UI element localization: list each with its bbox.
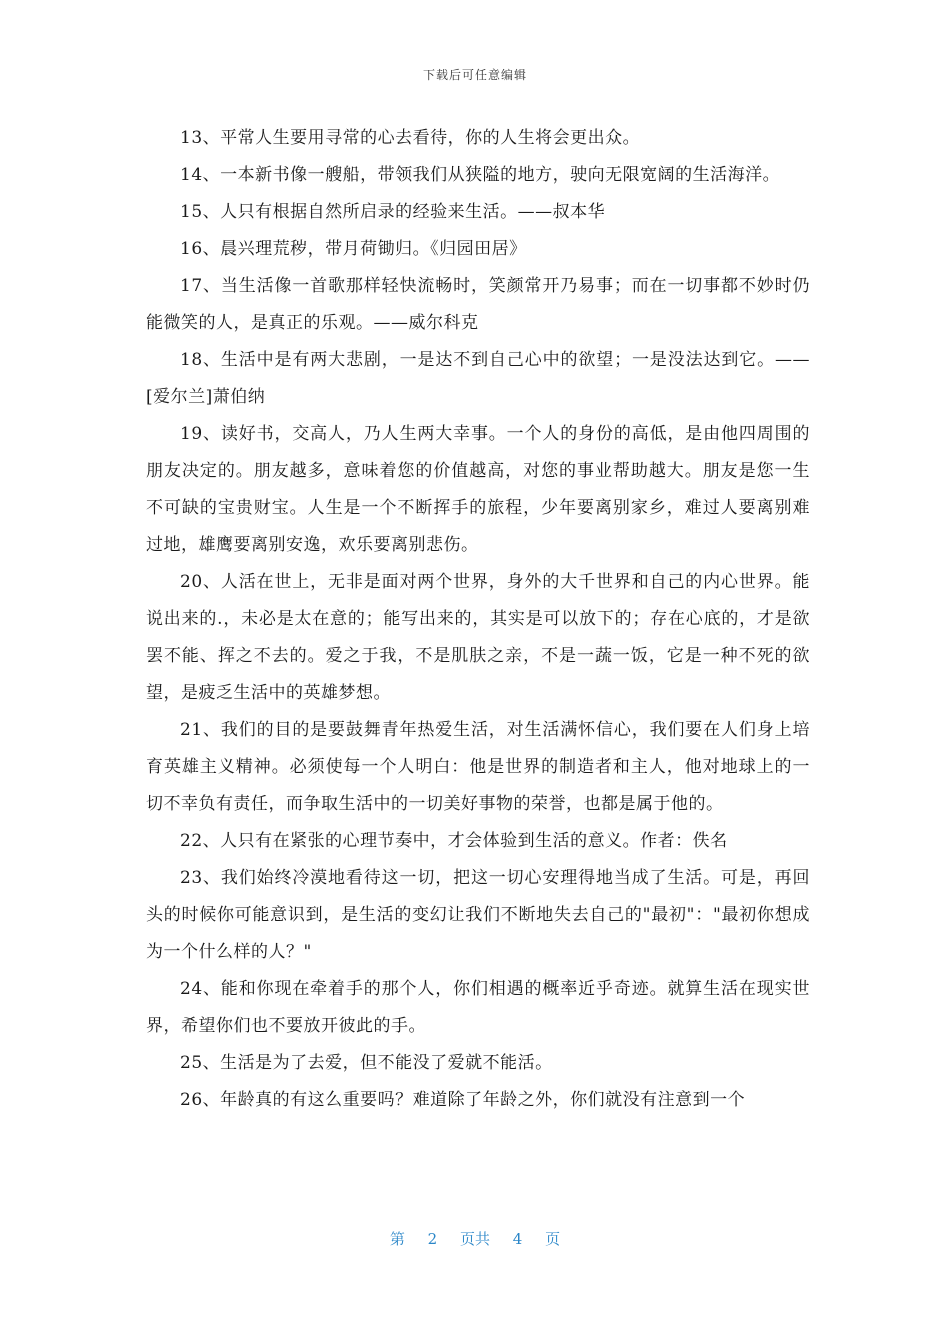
paragraph-22: 22、人只有在紧张的心理节奏中，才会体验到生活的意义。作者：佚名 [180, 831, 728, 851]
paragraph-20: 20、人活在世上，无非是面对两个世界，身外的大千世界和自己的内心世界。能说出来的.，未必是太在意的；能写出来的，其实是可以放下的；存在心底的，才是欲罢不能、挥之不去的。爱之于我，不是肌肤之亲，不是一蔬一饭，它是一种不死的欲望，是疲乏生活中的英雄梦想。 [146, 572, 810, 703]
paragraph-18: 18、生活中是有两大悲剧，一是达不到自己心中的欲望；一是没法达到它。——[爱尔兰]萧伯纳 [146, 350, 810, 407]
paragraph-21: 21、我们的目的是要鼓舞青年热爱生活，对生活满怀信心，我们要在人们身上培育英雄主义精神。必须使每一个人明白：他是世界的制造者和主人，他对地球上的一切不幸负有责任，而争取生活中的一切美好事物的荣誉，也都是属于他的。 [146, 720, 810, 814]
paragraph-14: 14、一本新书像一艘船，带领我们从狭隘的地方，驶向无限宽阔的生活海洋。 [180, 165, 781, 185]
paragraph-15: 15、人只有根据自然所启录的经验来生活。——叔本华 [180, 202, 606, 222]
paragraph-24: 24、能和你现在牵着手的那个人，你们相遇的概率近乎奇迹。就算生活在现实世界，希望你们也不要放开彼此的手。 [146, 979, 810, 1036]
paragraph-17: 17、当生活像一首歌那样轻快流畅时，笑颜常开乃易事；而在一切事都不妙时仍能微笑的人，是真正的乐观。——威尔科克 [146, 276, 810, 333]
footer-total-pages: 4 [512, 1230, 523, 1248]
document-body [146, 120, 810, 1119]
paragraph-13: 13、平常人生要用寻常的心去看待，你的人生将会更出众。 [180, 128, 641, 148]
footer-page-number: 2 [427, 1230, 438, 1248]
page-footer [0, 1228, 950, 1249]
footer-prefix: 第 [389, 1230, 405, 1248]
paragraph-19: 19、读好书，交高人，乃人生两大幸事。一个人的身份的高低，是由他四周围的朋友决定的。朋友越多，意味着您的价值越高，对您的事业帮助越大。朋友是您一生不可缺的宝贵财宝。人生是一个不断挥手的旅程，少年要离别家乡，难过人要离别难过地，雄鹰要离别安逸，欢乐要离别悲伤。 [146, 424, 810, 555]
paragraph-25: 25、生活是为了去爱，但不能没了爱就不能活。 [180, 1053, 553, 1073]
paragraph-26: 26、年龄真的有这么重要吗？难道除了年龄之外，你们就没有注意到一个 [180, 1090, 746, 1110]
footer-suffix: 页 [545, 1230, 561, 1248]
page-header: 下载后可任意编辑 [422, 68, 527, 82]
paragraph-16: 16、晨兴理荒秽，带月荷锄归。《归园田居》 [180, 239, 527, 259]
paragraph-23: 23、我们始终冷漠地看待这一切，把这一切心安理得地当成了生活。可是，再回头的时候你可能意识到，是生活的变幻让我们不断地失去自己的"最初"："最初你想成为一个什么样的人？" [146, 868, 810, 962]
footer-middle: 页共 [459, 1230, 490, 1248]
